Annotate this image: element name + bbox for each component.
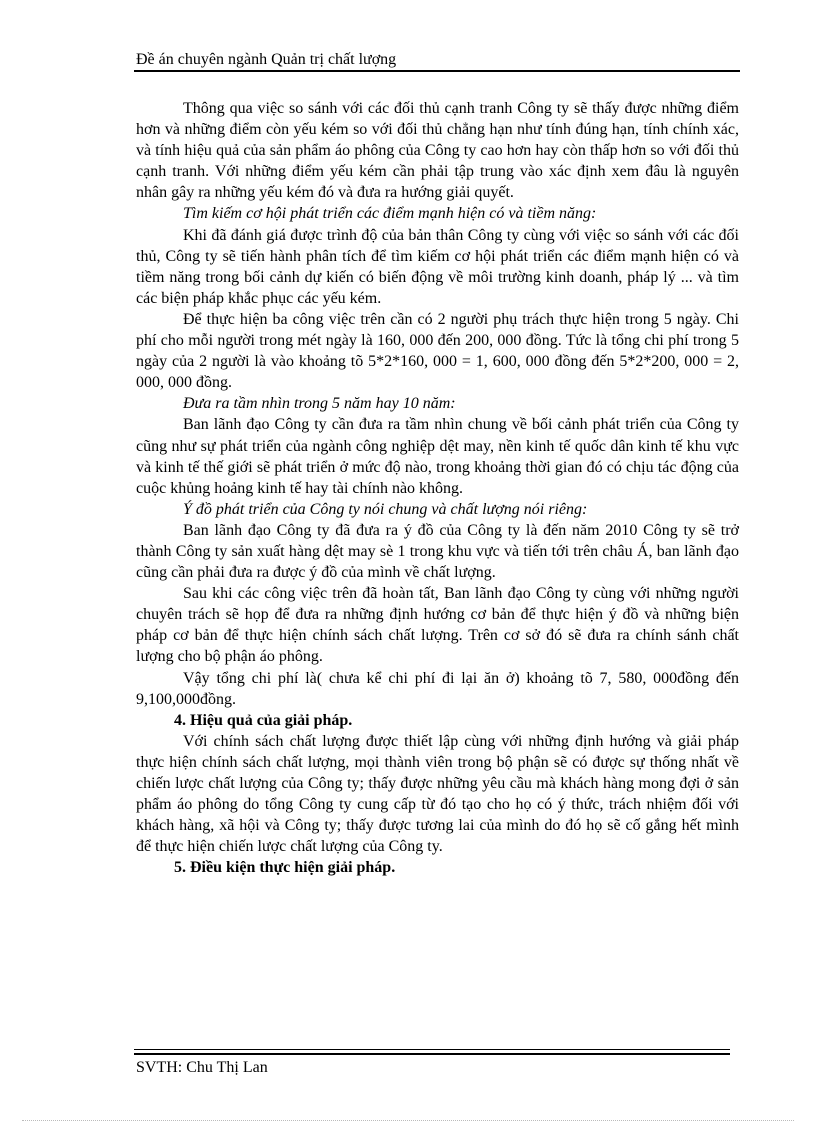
page-header-title: Đề án chuyên ngành Quản trị chất lượng	[136, 51, 397, 68]
page-bottom-edge	[22, 1120, 794, 1121]
footer-divider-thick	[134, 1053, 730, 1055]
subheading-opportunities: Tìm kiếm cơ hội phát triển các điểm mạnh hiện có và tiềm năng:	[183, 205, 597, 223]
header-divider	[134, 70, 740, 72]
section-heading-conditions: 5. Điều kiện thực hiện giải pháp.	[174, 859, 396, 877]
paragraph-opportunity-analysis: Khi đã đánh giá được trình độ của bản thân Công ty cùng với việc so sánh với các đối thủ, Công ty sẽ tiến hành phân tích để tìm kiếm cơ hội phát triển các điểm mạnh hiện có và tiềm năng trong bối cảnh dự kiến có biến động về môi trường kinh doanh, pháp lý ... và tìm các biện pháp khắc phục các yếu kém.	[136, 226, 739, 307]
paragraph-vision: Ban lãnh đạo Công ty cần đưa ra tầm nhìn chung về bối cảnh phát triển của Công ty cũng như sự phát triển của ngành công nghiệp dệt may, nền kinh tế quốc dân kinh tế khu vực và kinh tế thế giới sẽ phát triển ở mức độ nào, trong khoảng thời gian đó có chịu tác động của cuộc khủng hoảng kinh tế hay tài chính nào không.	[136, 416, 739, 497]
footer-author: SVTH: Chu Thị Lan	[136, 1059, 268, 1076]
document-body	[136, 98, 739, 878]
paragraph-effectiveness: Với chính sách chất lượng được thiết lập cùng với những định hướng và giải pháp thực hiện chính sách chất lượng, mọi thành viên trong bộ phận sẽ có được sự thống nhất về chiến lược chất lượng của Công ty; thấy được những yêu cầu mà khách hàng mong đợi ở sản phẩm áo phông do tổng Công ty cung cấp từ đó tạo cho họ có ý thức, trách nhiệm đối với khách hàng, xã hội và Công ty; thấy được tương lai của mình do đó họ sẽ cố gắng hết mình để thực hiện chiến lược chất lượng của Công ty.	[136, 732, 739, 856]
paragraph-cost-estimate: Để thực hiện ba công việc trên cần có 2 người phụ trách thực hiện trong 5 ngày. Chi phí cho mỗi người trong mét ngày là 160, 000 đến 200, 000 đồng. Tức là tổng chi phí trong 5 ngày của 2 người là vào khoảng tõ 5*2*160, 000 = 1, 600, 000 đồng đến 5*2*200, 000 = 2, 000, 000 đồng.	[136, 310, 739, 392]
paragraph-quality-policy: Sau khi các công việc trên đã hoàn tất, Ban lãnh đạo Công ty cùng với những người chuyên trách sẽ họp để đưa ra những định hướng cơ bản để thực hiện ý đồ và những biện pháp cơ bản để thực hiện chính sách chất lượng. Trên cơ sở đó sẽ đưa ra chính sánh chất lượng cho bộ phận áo phông.	[136, 585, 739, 666]
subheading-vision: Đưa ra tầm nhìn trong 5 năm hay 10 năm:	[183, 395, 456, 413]
subheading-development-intent: Ý đồ phát triển của Công ty nói chung và chất lượng nói riêng:	[183, 500, 588, 518]
paragraph-development-intent: Ban lãnh đạo Công ty đã đưa ra ý đồ của Công ty là đến năm 2010 Công ty sẽ trở thành Công ty sản xuất hàng dệt may sè 1 trong khu vực và tiến tới trên châu Á, ban lãnh đạo cũng cần phải đưa ra được ý đồ của mình về chất lượng.	[136, 521, 739, 582]
paragraph-total-cost: Vậy tổng chi phí là( chưa kể chi phí đi lại ăn ở) khoảng tõ 7, 580, 000đồng đến 9,100,000đồng.	[136, 669, 739, 708]
footer-divider-thin	[134, 1049, 730, 1050]
paragraph-competitor-comparison: Thông qua việc so sánh với các đối thủ cạnh tranh Công ty sẽ thấy được những điểm hơn và những điểm còn yếu kém so với đối thủ chẳng hạn như tính đúng hạn, tính chính xác, và tính hiệu quả của sản phẩm áo phông của Công ty cao hơn hay còn thấp hơn so với đối thủ cạnh tranh. Với những điểm yếu kém cần phải tập trung vào xác định xem đâu là nguyên nhân gây ra những yếu kém đó và đưa ra hướng giải quyết.	[136, 100, 739, 202]
section-heading-effectiveness: 4. Hiệu quả của giải pháp.	[174, 711, 353, 729]
